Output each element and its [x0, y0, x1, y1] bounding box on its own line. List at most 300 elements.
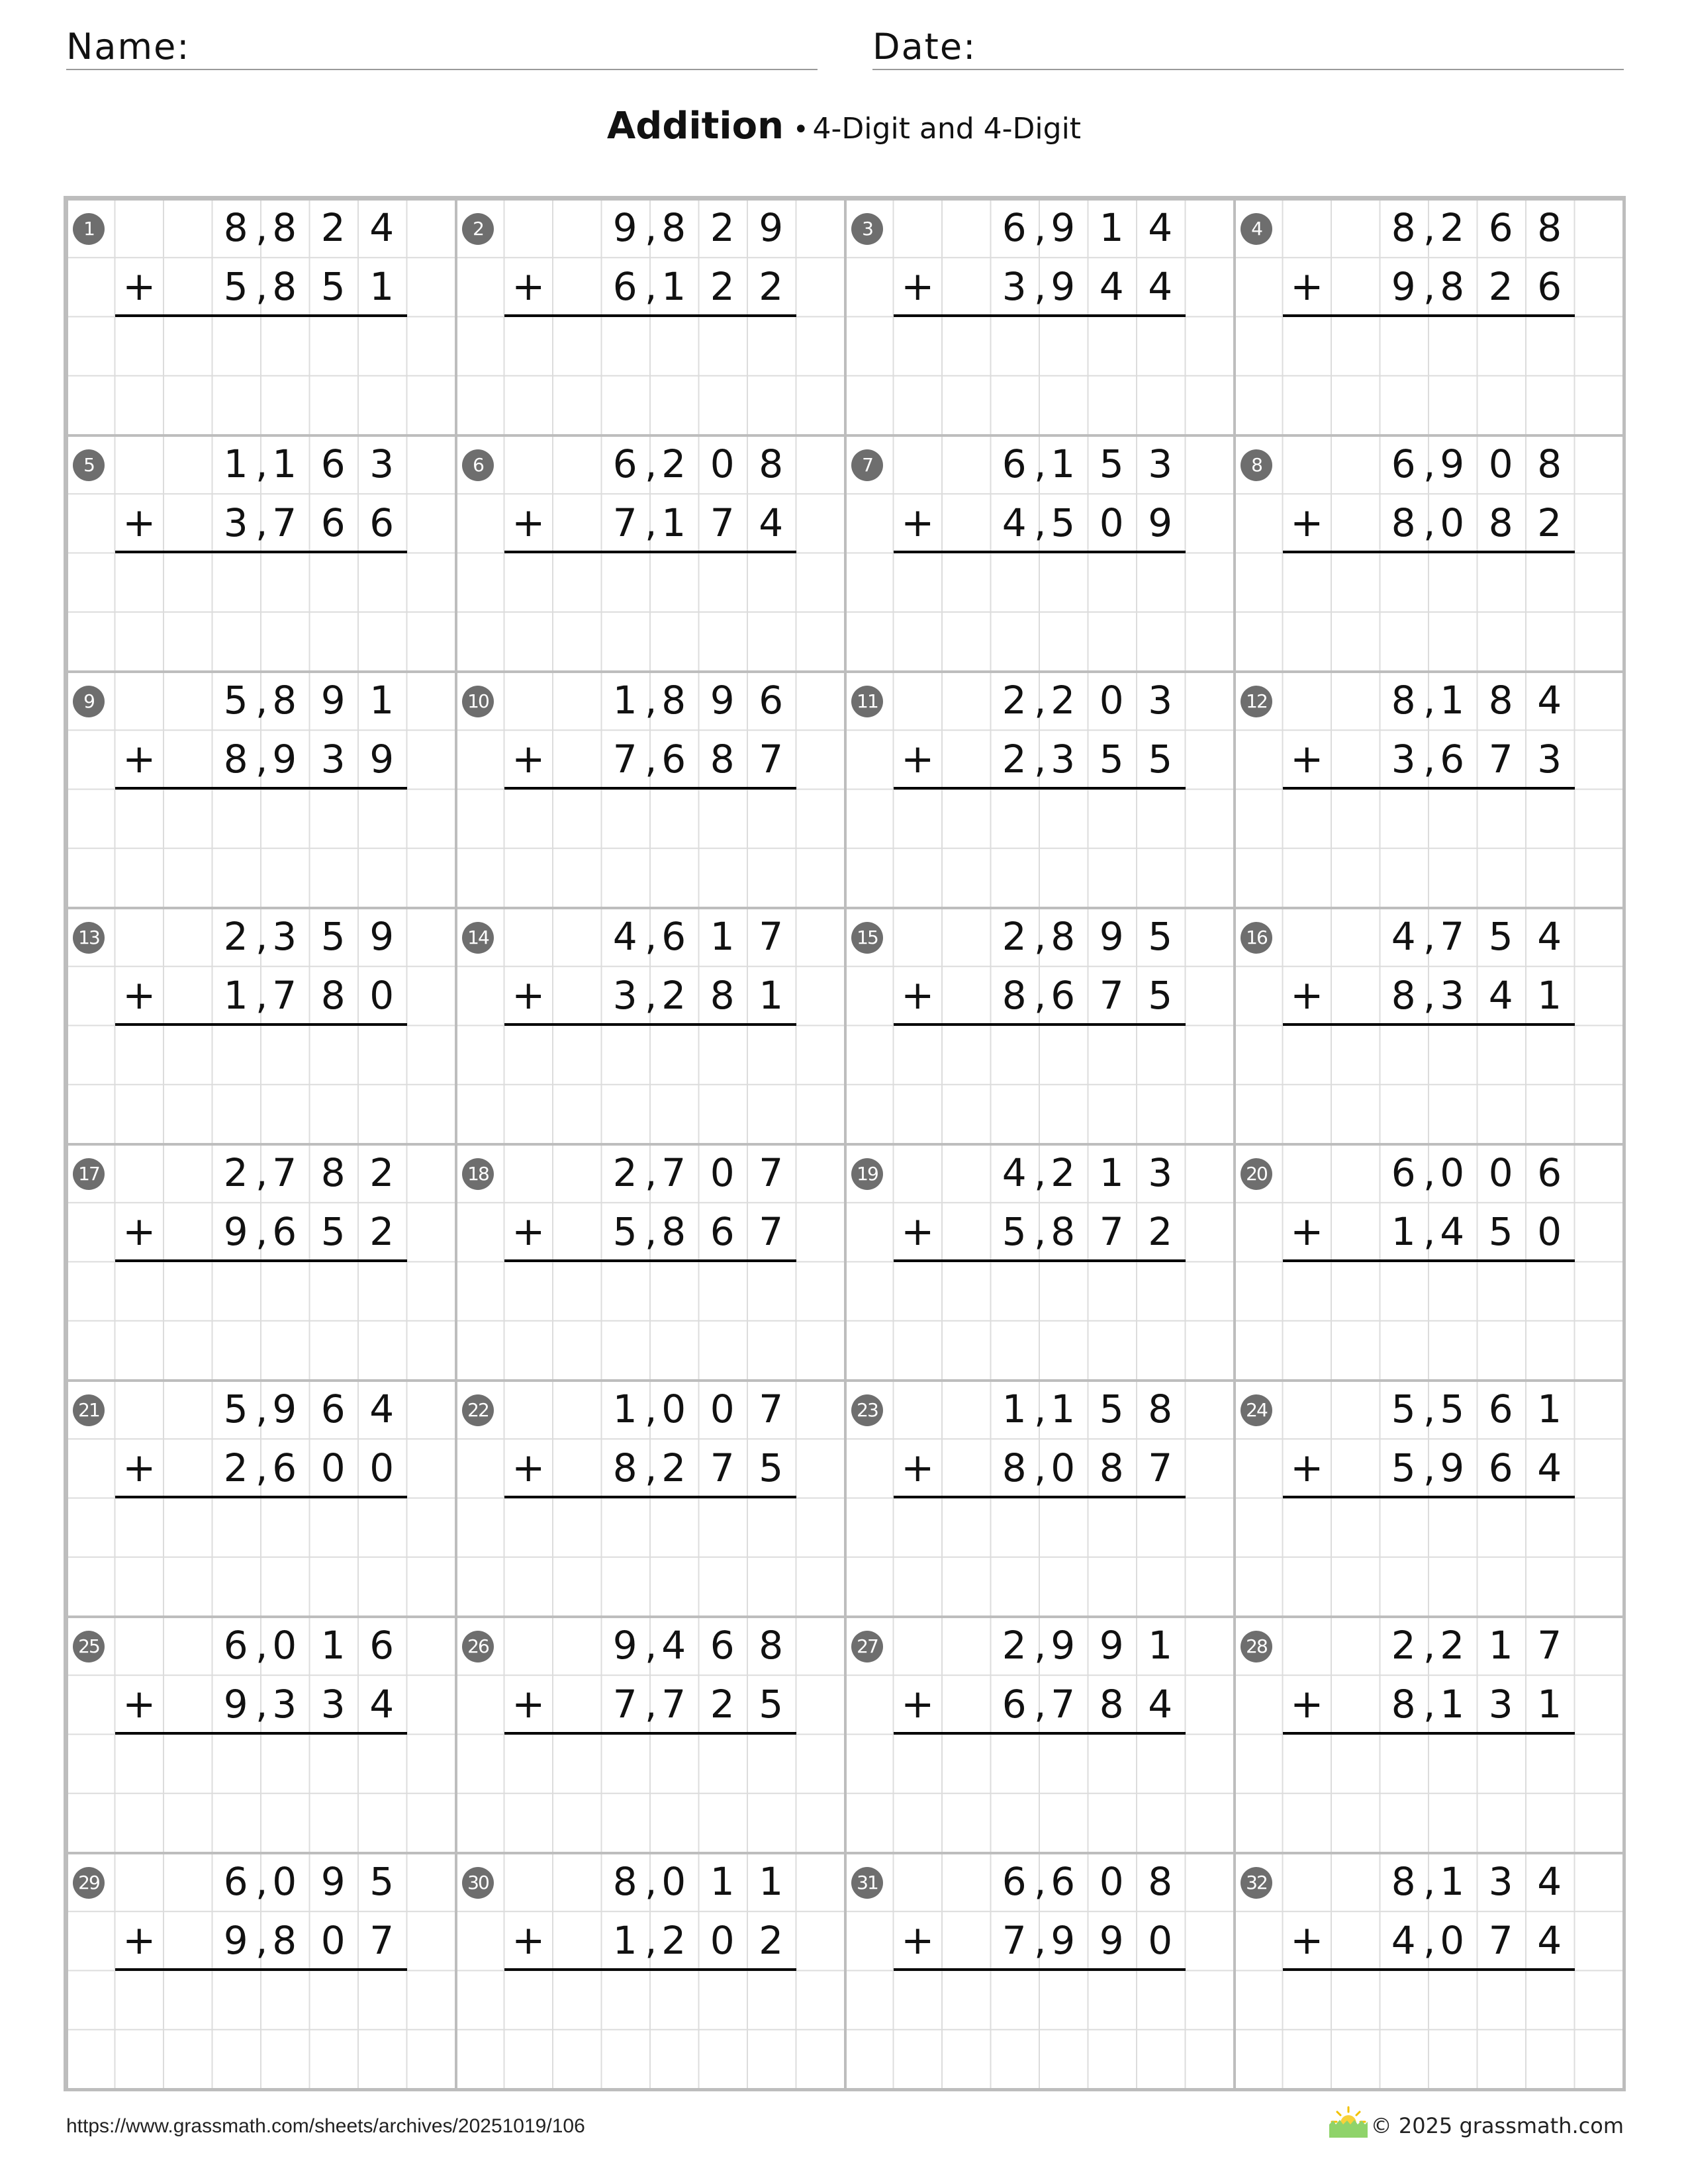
answer-line	[1283, 787, 1575, 790]
addend-bottom-digit: 7	[661, 1682, 688, 1727]
addend-bottom-comma: ,	[1034, 1918, 1047, 1964]
plus-sign: +	[122, 263, 156, 310]
addend-bottom-comma: ,	[1034, 500, 1047, 546]
addend-top-digit: 5	[1099, 441, 1125, 486]
addend-bottom-digit: 4	[1440, 1209, 1466, 1255]
addend-bottom-digit: 7	[612, 1682, 639, 1727]
answer-line	[894, 1496, 1186, 1498]
problem-number-badge: 13	[73, 922, 105, 954]
addend-top-digit: 9	[759, 205, 785, 250]
addend-top-digit: 8	[1051, 914, 1077, 959]
addend-top-digit: 5	[1391, 1387, 1417, 1432]
addend-bottom-digit: 5	[1002, 1209, 1028, 1255]
addend-bottom-digit: 4	[1537, 1918, 1564, 1964]
problem-number-badge: 26	[462, 1631, 494, 1662]
addend-top-digit: 6	[1391, 1150, 1417, 1195]
worksheet-title	[0, 105, 1688, 148]
addend-top-digit: 2	[1051, 678, 1077, 723]
answer-line	[504, 1732, 796, 1735]
addend-top-digit: 0	[1099, 678, 1125, 723]
name-label: Name:	[66, 26, 191, 68]
addend-bottom-digit: 7	[369, 1918, 396, 1964]
addend-bottom-comma: ,	[256, 1918, 268, 1964]
footer-url[interactable]: https://www.grassmath.com/sheets/archives/20251019/106	[66, 2115, 585, 2137]
addend-bottom-digit: 6	[1051, 973, 1077, 1019]
addend-top-digit: 6	[320, 441, 347, 486]
addend-bottom-digit: 3	[320, 1682, 347, 1727]
addend-top-comma: ,	[645, 1150, 657, 1195]
plus-sign: +	[901, 736, 935, 783]
addend-bottom-digit: 2	[223, 1445, 250, 1491]
addend-top-digit: 0	[710, 1387, 736, 1432]
problem-number-badge: 15	[851, 922, 883, 954]
addend-top-digit: 2	[1051, 1150, 1077, 1195]
addend-top-digit: 0	[1099, 1859, 1125, 1904]
addend-bottom-digit: 9	[1051, 1918, 1077, 1964]
addend-top-digit: 3	[369, 441, 396, 486]
addend-top-digit: 8	[759, 441, 785, 486]
addend-top-digit: 2	[1002, 1623, 1028, 1668]
answer-line	[894, 314, 1186, 317]
problem-number-badge: 7	[851, 449, 883, 481]
addend-bottom-digit: 5	[1488, 1209, 1515, 1255]
problem-22	[455, 1380, 845, 1616]
addend-top-digit: 6	[320, 1387, 347, 1432]
addend-top-comma: ,	[256, 1150, 268, 1195]
addend-bottom-digit: 8	[320, 973, 347, 1019]
addend-bottom-digit: 0	[1440, 1918, 1466, 1964]
addend-bottom-digit: 5	[759, 1682, 785, 1727]
addend-top-comma: ,	[1034, 1150, 1047, 1195]
addend-top-digit: 7	[661, 1150, 688, 1195]
addend-top-digit: 6	[759, 678, 785, 723]
addend-top-digit: 6	[1002, 1859, 1028, 1904]
addend-bottom-comma: ,	[1034, 737, 1047, 782]
title-subtitle: 4-Digit and 4-Digit	[812, 112, 1082, 146]
addend-top-comma: ,	[1423, 1623, 1436, 1668]
problem-20	[1234, 1144, 1623, 1380]
addend-bottom-digit: 6	[369, 500, 396, 546]
addend-top-comma: ,	[256, 441, 268, 486]
answer-line	[115, 787, 407, 790]
plus-sign: +	[901, 1917, 935, 1964]
answer-line	[894, 1732, 1186, 1735]
problem-12	[1234, 671, 1623, 907]
addend-bottom-comma: ,	[1423, 1918, 1436, 1964]
problem-number-badge: 3	[851, 213, 883, 245]
addend-bottom-digit: 2	[710, 1682, 736, 1727]
addend-bottom-digit: 5	[320, 264, 347, 310]
plus-sign: +	[901, 500, 935, 547]
answer-line	[1283, 1496, 1575, 1498]
addend-bottom-digit: 7	[710, 500, 736, 546]
addend-bottom-digit: 8	[272, 264, 299, 310]
plus-sign: +	[122, 972, 156, 1019]
addend-bottom-digit: 0	[369, 973, 396, 1019]
addend-top-digit: 8	[661, 205, 688, 250]
addend-bottom-digit: 1	[1440, 1682, 1466, 1727]
problem-number-badge: 12	[1241, 686, 1272, 717]
problem-8	[1234, 435, 1623, 671]
addend-top-digit: 6	[1002, 205, 1028, 250]
plus-sign: +	[512, 263, 545, 310]
addend-bottom-digit: 4	[1148, 1682, 1174, 1727]
addend-top-comma: ,	[1423, 441, 1436, 486]
addend-bottom-comma: ,	[645, 500, 657, 546]
plus-sign: +	[512, 1445, 545, 1492]
problem-21	[66, 1380, 455, 1616]
addend-bottom-digit: 6	[1002, 1682, 1028, 1727]
addend-bottom-digit: 3	[223, 500, 250, 546]
addend-bottom-digit: 4	[1148, 264, 1174, 310]
addend-top-digit: 2	[1002, 678, 1028, 723]
addend-top-digit: 4	[369, 1387, 396, 1432]
addend-top-digit: 9	[710, 678, 736, 723]
addend-bottom-comma: ,	[1034, 1209, 1047, 1255]
addend-bottom-digit: 0	[1440, 500, 1466, 546]
problem-18	[455, 1144, 845, 1380]
addend-top-digit: 3	[272, 914, 299, 959]
answer-line	[115, 1023, 407, 1026]
answer-line	[504, 1023, 796, 1026]
problem-number-badge: 27	[851, 1631, 883, 1662]
addend-bottom-digit: 0	[1148, 1918, 1174, 1964]
addend-bottom-digit: 4	[1488, 973, 1515, 1019]
addend-bottom-digit: 8	[661, 1209, 688, 1255]
addend-top-comma: ,	[645, 441, 657, 486]
addend-bottom-digit: 2	[1537, 500, 1564, 546]
addend-bottom-comma: ,	[256, 500, 268, 546]
addend-top-digit: 8	[1488, 678, 1515, 723]
problem-27	[845, 1616, 1234, 1852]
addend-bottom-digit: 2	[661, 1445, 688, 1491]
addend-bottom-comma: ,	[256, 737, 268, 782]
addend-top-digit: 1	[612, 678, 639, 723]
problem-number-badge: 11	[851, 686, 883, 717]
addend-bottom-digit: 2	[1488, 264, 1515, 310]
problem-number-badge: 17	[73, 1158, 105, 1190]
addend-top-digit: 8	[1148, 1859, 1174, 1904]
addend-top-digit: 9	[369, 914, 396, 959]
problem-11	[845, 671, 1234, 907]
addend-bottom-digit: 8	[612, 1445, 639, 1491]
addend-top-digit: 8	[272, 205, 299, 250]
problem-number-badge: 4	[1241, 213, 1272, 245]
addend-top-comma: ,	[256, 1859, 268, 1904]
plus-sign: +	[1290, 1917, 1324, 1964]
addend-bottom-digit: 9	[369, 737, 396, 782]
answer-line	[1283, 1023, 1575, 1026]
addend-top-digit: 2	[369, 1150, 396, 1195]
addend-bottom-digit: 7	[272, 973, 299, 1019]
problem-number-badge: 1	[73, 213, 105, 245]
addend-top-digit: 5	[1148, 914, 1174, 959]
addend-bottom-digit: 8	[1391, 973, 1417, 1019]
plus-sign: +	[1290, 1681, 1324, 1728]
addend-bottom-digit: 4	[1099, 264, 1125, 310]
addend-top-digit: 9	[612, 1623, 639, 1668]
plus-sign: +	[122, 736, 156, 783]
addend-bottom-digit: 1	[223, 973, 250, 1019]
addend-top-digit: 9	[1051, 1623, 1077, 1668]
addend-bottom-comma: ,	[1423, 1445, 1436, 1491]
addend-top-digit: 7	[759, 1387, 785, 1432]
addend-top-comma: ,	[1034, 678, 1047, 723]
addend-bottom-digit: 8	[710, 737, 736, 782]
addend-top-digit: 1	[1440, 1859, 1466, 1904]
addend-top-digit: 0	[1488, 441, 1515, 486]
addend-bottom-digit: 7	[1099, 1209, 1125, 1255]
addend-bottom-digit: 2	[1002, 737, 1028, 782]
answer-line	[504, 314, 796, 317]
problem-number-badge: 24	[1241, 1394, 1272, 1426]
addend-top-digit: 2	[1440, 1623, 1466, 1668]
addend-top-digit: 3	[1148, 1150, 1174, 1195]
addend-bottom-digit: 7	[710, 1445, 736, 1491]
plus-sign: +	[901, 1445, 935, 1492]
date-field[interactable]	[872, 20, 1624, 70]
problem-number-badge: 21	[73, 1394, 105, 1426]
addend-bottom-comma: ,	[1423, 264, 1436, 310]
addend-bottom-digit: 7	[1488, 1918, 1515, 1964]
addend-bottom-digit: 1	[1391, 1209, 1417, 1255]
addend-top-comma: ,	[256, 1387, 268, 1432]
problem-29	[66, 1852, 455, 2089]
addend-top-digit: 6	[661, 914, 688, 959]
problem-26	[455, 1616, 845, 1852]
answer-line	[894, 1968, 1186, 1971]
addend-top-digit: 6	[1488, 1387, 1515, 1432]
addend-top-digit: 6	[1488, 205, 1515, 250]
answer-line	[1283, 1968, 1575, 1971]
addend-bottom-comma: ,	[1423, 1209, 1436, 1255]
addend-bottom-digit: 6	[1440, 737, 1466, 782]
addend-bottom-comma: ,	[645, 973, 657, 1019]
addend-bottom-digit: 0	[320, 1445, 347, 1491]
problem-number-badge: 14	[462, 922, 494, 954]
answer-line	[1283, 551, 1575, 553]
addend-bottom-digit: 0	[369, 1445, 396, 1491]
addend-bottom-comma: ,	[1034, 973, 1047, 1019]
problem-grid	[66, 199, 1623, 2089]
addend-top-comma: ,	[1423, 914, 1436, 959]
problem-2	[455, 199, 845, 435]
answer-line	[115, 551, 407, 553]
addend-top-digit: 1	[1099, 1150, 1125, 1195]
addend-bottom-digit: 9	[272, 737, 299, 782]
addend-top-digit: 4	[1148, 205, 1174, 250]
addend-top-digit: 1	[1051, 1387, 1077, 1432]
addend-top-digit: 9	[1099, 914, 1125, 959]
addend-top-digit: 2	[1440, 205, 1466, 250]
addend-bottom-digit: 8	[1391, 1682, 1417, 1727]
addend-top-comma: ,	[645, 1387, 657, 1432]
addend-top-digit: 1	[320, 1623, 347, 1668]
name-field[interactable]	[66, 20, 818, 70]
addend-top-digit: 6	[1391, 441, 1417, 486]
addend-top-digit: 0	[272, 1623, 299, 1668]
plus-sign: +	[122, 1208, 156, 1255]
plus-sign: +	[901, 1681, 935, 1728]
addend-bottom-digit: 8	[1002, 973, 1028, 1019]
addend-bottom-comma: ,	[645, 1918, 657, 1964]
plus-sign: +	[1290, 736, 1324, 783]
addend-top-digit: 5	[369, 1859, 396, 1904]
addend-top-comma: ,	[1423, 1859, 1436, 1904]
problem-number-badge: 16	[1241, 922, 1272, 954]
addend-top-digit: 9	[1440, 441, 1466, 486]
addend-top-digit: 0	[710, 441, 736, 486]
addend-bottom-digit: 0	[320, 1918, 347, 1964]
addend-top-comma: ,	[256, 678, 268, 723]
addend-top-digit: 4	[1537, 914, 1564, 959]
addend-top-digit: 0	[661, 1387, 688, 1432]
addend-bottom-digit: 6	[272, 1209, 299, 1255]
addend-bottom-digit: 9	[1148, 500, 1174, 546]
problem-number-badge: 2	[462, 213, 494, 245]
addend-bottom-digit: 1	[369, 264, 396, 310]
addend-top-comma: ,	[1423, 1150, 1436, 1195]
problem-number-badge: 18	[462, 1158, 494, 1190]
addend-bottom-digit: 8	[1051, 1209, 1077, 1255]
addend-bottom-digit: 1	[661, 264, 688, 310]
problem-10	[455, 671, 845, 907]
problem-4	[1234, 199, 1623, 435]
addend-top-digit: 1	[1537, 1387, 1564, 1432]
addend-bottom-digit: 4	[369, 1682, 396, 1727]
plus-sign: +	[122, 1917, 156, 1964]
addend-top-digit: 8	[1537, 441, 1564, 486]
addend-bottom-digit: 2	[710, 264, 736, 310]
addend-top-digit: 2	[223, 914, 250, 959]
sun-grass-logo-icon	[1328, 2106, 1369, 2139]
addend-top-comma: ,	[256, 914, 268, 959]
addend-bottom-digit: 8	[272, 1918, 299, 1964]
addend-bottom-digit: 5	[1099, 737, 1125, 782]
addend-bottom-digit: 5	[759, 1445, 785, 1491]
addend-top-digit: 8	[1391, 1859, 1417, 1904]
answer-line	[1283, 1259, 1575, 1262]
addend-top-digit: 7	[1440, 914, 1466, 959]
addend-top-digit: 1	[1440, 678, 1466, 723]
addend-bottom-digit: 0	[710, 1918, 736, 1964]
addend-top-digit: 1	[1051, 441, 1077, 486]
footer-copyright: © 2025 grassmath.com	[1370, 2113, 1624, 2138]
addend-bottom-digit: 5	[223, 264, 250, 310]
addend-bottom-digit: 6	[320, 500, 347, 546]
addend-bottom-digit: 3	[1488, 1682, 1515, 1727]
addend-bottom-digit: 5	[1051, 500, 1077, 546]
addend-top-digit: 8	[223, 205, 250, 250]
addend-top-digit: 3	[1148, 678, 1174, 723]
addend-bottom-comma: ,	[256, 973, 268, 1019]
addend-top-digit: 1	[272, 441, 299, 486]
addend-bottom-digit: 2	[661, 1918, 688, 1964]
addend-bottom-digit: 9	[223, 1209, 250, 1255]
addend-bottom-comma: ,	[1034, 1682, 1047, 1727]
addend-top-comma: ,	[645, 914, 657, 959]
addend-bottom-digit: 3	[612, 973, 639, 1019]
addend-top-comma: ,	[256, 1623, 268, 1668]
addend-top-digit: 5	[223, 1387, 250, 1432]
addend-top-digit: 8	[320, 1150, 347, 1195]
addend-bottom-digit: 4	[1537, 1445, 1564, 1491]
addend-bottom-comma: ,	[645, 1209, 657, 1255]
addend-bottom-comma: ,	[1423, 1682, 1436, 1727]
addend-top-digit: 2	[223, 1150, 250, 1195]
problem-28	[1234, 1616, 1623, 1852]
problem-17	[66, 1144, 455, 1380]
addend-top-digit: 8	[1391, 205, 1417, 250]
addend-top-digit: 2	[1391, 1623, 1417, 1668]
addend-top-digit: 6	[710, 1623, 736, 1668]
addend-bottom-digit: 1	[759, 973, 785, 1019]
addend-bottom-digit: 6	[1537, 264, 1564, 310]
addend-bottom-digit: 6	[612, 264, 639, 310]
addend-top-digit: 9	[320, 1859, 347, 1904]
problem-number-badge: 20	[1241, 1158, 1272, 1190]
problem-15	[845, 907, 1234, 1144]
addend-bottom-digit: 7	[612, 500, 639, 546]
addend-top-digit: 4	[661, 1623, 688, 1668]
addend-top-digit: 3	[1148, 441, 1174, 486]
addend-bottom-digit: 4	[759, 500, 785, 546]
answer-line	[115, 314, 407, 317]
answer-line	[504, 787, 796, 790]
addend-bottom-digit: 2	[759, 264, 785, 310]
addend-bottom-comma: ,	[256, 264, 268, 310]
addend-top-comma: ,	[1423, 1387, 1436, 1432]
addend-top-digit: 5	[1440, 1387, 1466, 1432]
addend-top-digit: 8	[272, 678, 299, 723]
addend-bottom-digit: 8	[1099, 1445, 1125, 1491]
plus-sign: +	[1290, 500, 1324, 547]
addend-bottom-digit: 5	[320, 1209, 347, 1255]
addend-bottom-comma: ,	[1423, 737, 1436, 782]
addend-top-digit: 9	[320, 678, 347, 723]
addend-bottom-digit: 8	[1002, 1445, 1028, 1491]
problem-16	[1234, 907, 1623, 1144]
addend-bottom-digit: 7	[1051, 1682, 1077, 1727]
problem-13	[66, 907, 455, 1144]
addend-bottom-digit: 9	[1099, 1918, 1125, 1964]
title-main: Addition	[606, 105, 784, 148]
addend-top-digit: 5	[1488, 914, 1515, 959]
addend-top-digit: 6	[1002, 441, 1028, 486]
addend-bottom-digit: 9	[1391, 264, 1417, 310]
addend-bottom-digit: 0	[1537, 1209, 1564, 1255]
addend-bottom-digit: 3	[320, 737, 347, 782]
addend-top-digit: 6	[612, 441, 639, 486]
answer-line	[115, 1732, 407, 1735]
plus-sign: +	[512, 1681, 545, 1728]
problem-number-badge: 10	[462, 686, 494, 717]
addend-top-digit: 8	[1537, 205, 1564, 250]
addend-top-digit: 2	[320, 205, 347, 250]
problem-31	[845, 1852, 1234, 2089]
addend-bottom-digit: 6	[661, 737, 688, 782]
addend-top-digit: 8	[1148, 1387, 1174, 1432]
addend-top-digit: 1	[1488, 1623, 1515, 1668]
addend-top-digit: 1	[1002, 1387, 1028, 1432]
addend-top-digit: 7	[759, 1150, 785, 1195]
addend-top-digit: 8	[612, 1859, 639, 1904]
problem-number-badge: 8	[1241, 449, 1272, 481]
addend-bottom-digit: 3	[1051, 737, 1077, 782]
addend-bottom-digit: 1	[661, 500, 688, 546]
addend-bottom-digit: 3	[1440, 973, 1466, 1019]
addend-top-digit: 4	[1537, 1859, 1564, 1904]
